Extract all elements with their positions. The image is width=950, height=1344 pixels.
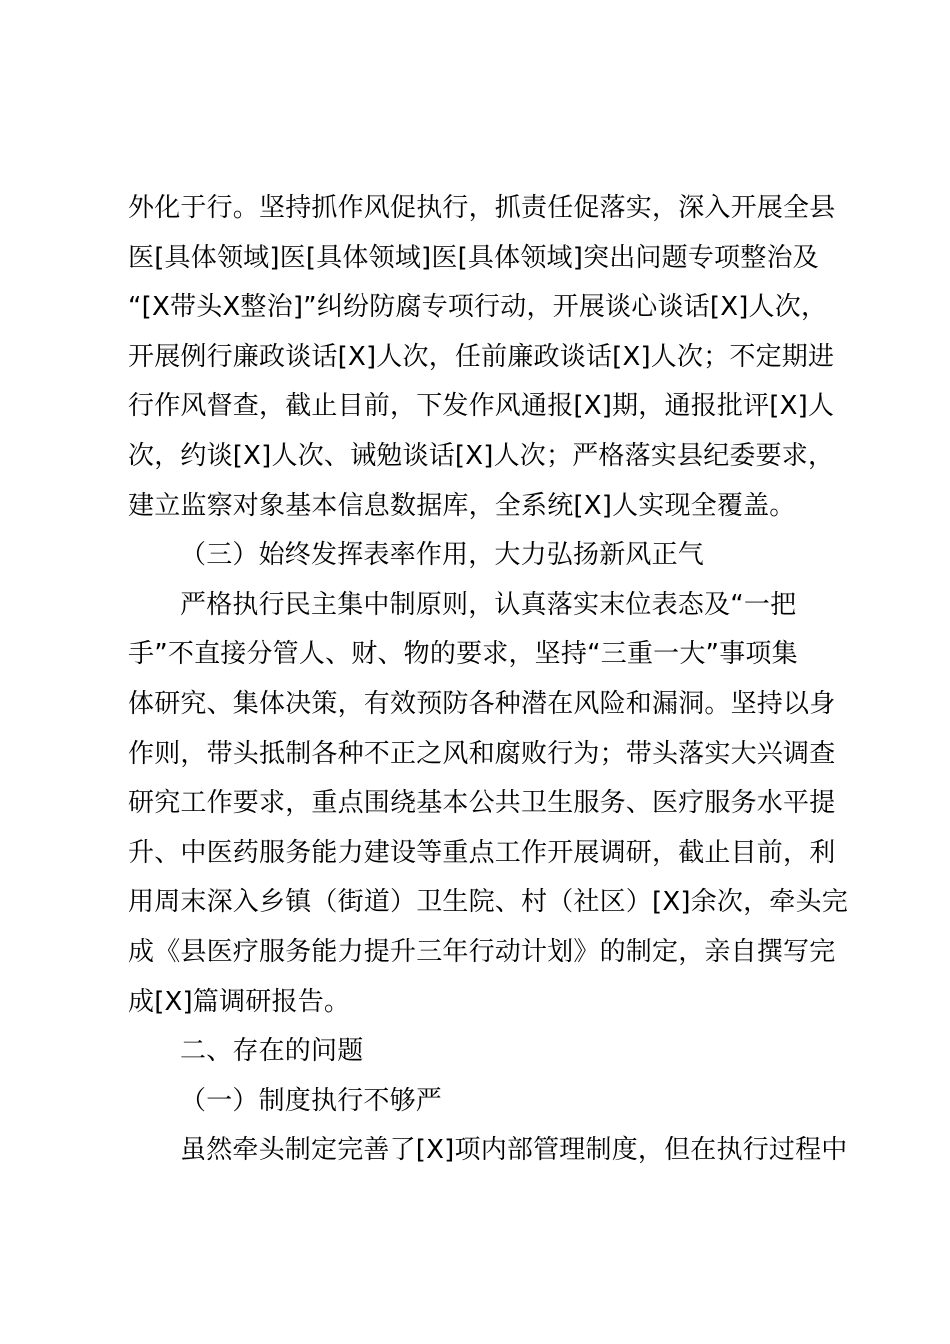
text-line: “[X带头X整治]”纠纷防腐专项行动，开展谈心谈话[X]人次，	[128, 292, 828, 323]
text-line: 作则，带头抵制各种不正之风和腐败行为；带头落实大兴调查	[128, 738, 836, 769]
text-line: 用周末深入乡镇（街道）卫生院、村（社区）[X]余次，牵头完	[128, 887, 848, 918]
paragraph-start-line: 严格执行民主集中制原则，认真落实末位表态及“一把	[180, 589, 797, 620]
text-line: 行作风督查，截止目前，下发作风通报[X]期，通报批评[X]人	[128, 391, 835, 422]
text-line: 研究工作要求，重点围绕基本公共卫生服务、医疗服务水平提	[128, 788, 836, 819]
text-line: 手”不直接分管人、财、物的要求，坚持“三重一大”事项集	[128, 639, 798, 670]
text-line: 成[X]篇调研报告。	[128, 986, 351, 1017]
section-heading: （三）始终发挥表率作用，大力弘扬新风正气	[180, 540, 705, 571]
text-line: 成《县医疗服务能力提升三年行动计划》的制定，亲自撰写完	[128, 936, 836, 967]
text-line: 次，约谈[X]人次、诫勉谈话[X]人次；严格落实县纪委要求，	[128, 440, 835, 471]
text-line: 升、中医药服务能力建设等重点工作开展调研，截止目前，利	[128, 837, 836, 868]
section-heading: （一）制度执行不够严	[180, 1085, 443, 1116]
paragraph-start-line: 虽然牵头制定完善了[X]项内部管理制度，但在执行过程中	[180, 1135, 848, 1166]
text-line: 外化于行。坚持抓作风促执行，抓责任促落实，深入开展全县	[128, 193, 836, 223]
text-line: 体研究、集体决策，有效预防各种潜在风险和漏洞。坚持以身	[128, 688, 836, 719]
document-body	[128, 184, 848, 1176]
text-line: 建立监察对象基本信息数据库，全系统[X]人实现全覆盖。	[128, 490, 796, 521]
chapter-heading: 二、存在的问题	[180, 1036, 364, 1067]
text-line: 医[具体领域]医[具体领域]医[具体领域]突出问题专项整治及	[128, 242, 819, 273]
text-line: 开展例行廉政谈话[X]人次，任前廉政谈话[X]人次；不定期进	[128, 341, 835, 372]
